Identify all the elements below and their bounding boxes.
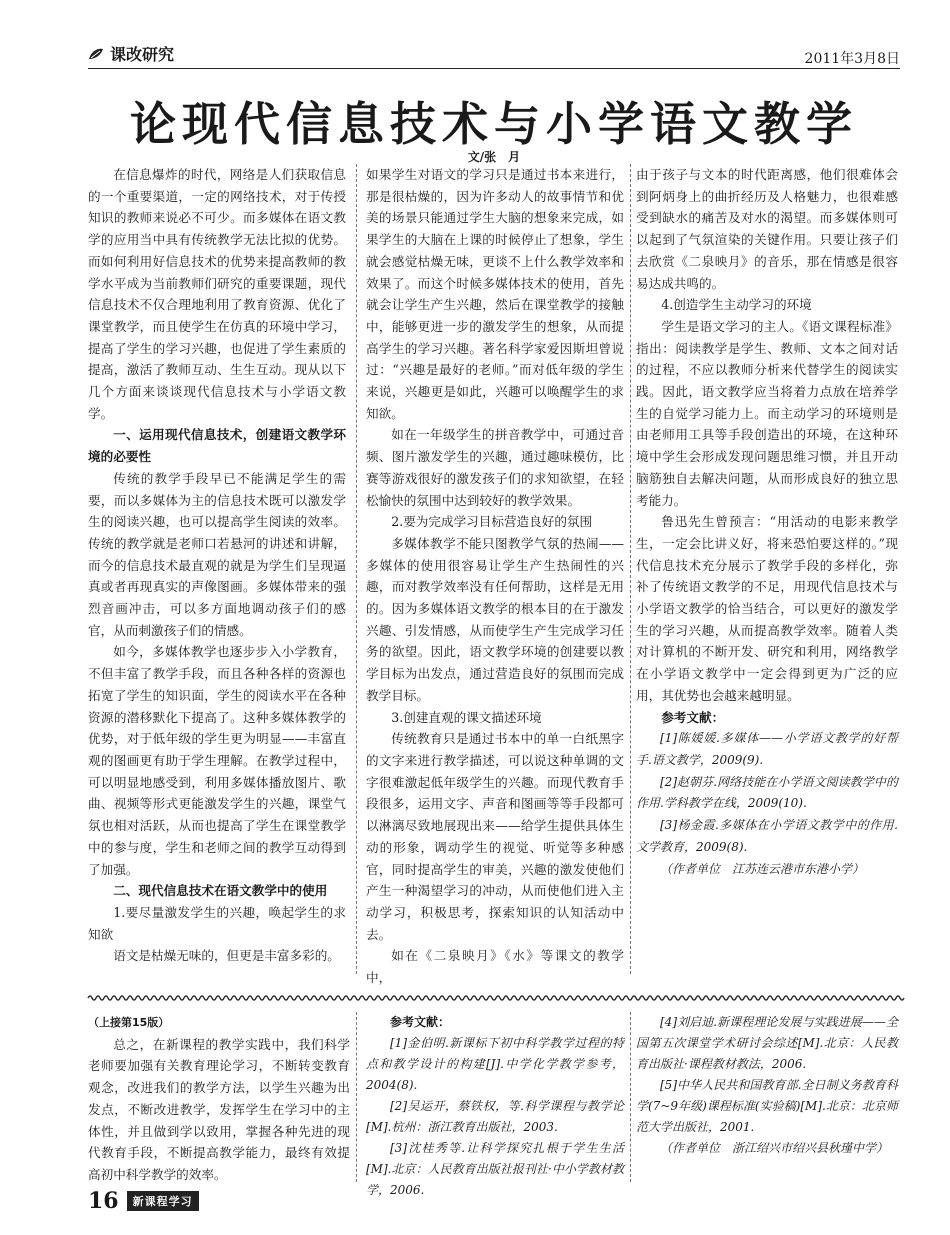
reference-item: [1]陈媛媛.多媒体——小学语文教学的好帮手.语文教学，2009(9). — [636, 731, 898, 767]
journal-name: 新课程学习 — [127, 1191, 199, 1211]
continued-column-3 — [636, 1012, 898, 1184]
column-divider — [356, 1012, 357, 1182]
reference-item: [5]中华人民共和国教育部.全日制义务教育科学(7~9年级)课程标准(实验稿)[M].北京：北京师范大学出版社，2001. — [636, 1078, 898, 1134]
paragraph: 由于孩子与文本的时代距离感，他们很难体会到阿炳身上的曲折经历及人格魅力，也很难感受到缺水的痛苦及对水的渴望。而多媒体则可以起到了气氛渲染的关键作用。只要让孩子们去欣赏《二泉映月》的音乐，那在情感是很容易达成共鸣的。 — [636, 167, 898, 291]
article-title: 论现代信息技术与小学语文教学 — [130, 97, 858, 151]
reference-item: [1]金伯明.新课标下初中科学教学过程的特点和教学设计的构建[J].中学化学教学参考，2004(8). — [366, 1036, 624, 1092]
column-3 — [636, 164, 898, 977]
paragraph: 多媒体教学不能只图教学气氛的热闹——多媒体的使用很容易让学生产生热闹性的兴趣，而对教学效率没有任何帮助，这样是无用的。因为多媒体语文教学的根本目的在于激发兴趣、引发情感，从而使学生产生完成学习任务的欲望。因此，语文教学环境的创建要以教学目标为出发点，通过营造良好的氛围而完成教学目标。 — [366, 535, 624, 703]
paragraph: 传统的教学手段早已不能满足学生的需要，而以多媒体为主的信息技术既可以激发学生的阅读兴趣，也可以提高学生阅读的效率。传统的教学就是老师口若悬河的讲述和讲解，而今的信息技术最直观的就是为学生们呈现逼真或者再现真实的声像图画。多媒体带来的强烈音画冲击，可以多方面地调动孩子们的感官，从而刺激孩子们的情感。 — [88, 470, 346, 638]
paragraph: 3.创建直观的课文描述环境 — [391, 709, 542, 725]
paragraph: 鲁迅先生曾预言：“用活动的电影来教学生，一定会比讲义好，将来恐怕要这样的。”现代信息技术充分展示了教学手段的多样化，弥补了传统语文教学的不足，用现代信息技术与小学语文教学的恰当结合，可以更好的激发学生的学习兴趣，从而提高教学效率。随着人类对计算机的不断开发、研究和利用，网络教学在小学语文教学中一定会得到更为广泛的应用，其优势也会越来越明显。 — [636, 514, 898, 703]
section-label — [88, 42, 174, 65]
continued-column-1 — [88, 1012, 350, 1184]
section-heading: 一、运用现代信息技术，创建语文教学环境的必要性 — [88, 427, 346, 465]
reference-item: [2]赵朝芬.网络技能在小学语文阅读教学中的作用.学科教学在线，2009(10). — [636, 774, 898, 811]
section-divider-wave — [88, 994, 900, 1002]
section-title: 课改研究 — [110, 45, 175, 64]
section-heading: 二、现代信息技术在语文教学中的使用 — [113, 883, 328, 899]
reference-item: [3]沈桂秀等.让科学探究扎根于学生生活[M].北京：人民教育出版社报刊社·中小学教材教学，2006. — [366, 1141, 624, 1197]
continued-column-2 — [366, 1012, 624, 1197]
column-divider — [630, 1012, 631, 1182]
references-heading: 参考文献： — [661, 709, 725, 725]
reference-item: （作者单位 浙江绍兴市绍兴县秋瑾中学） — [660, 1141, 889, 1155]
paragraph: 4.创造学生主动学习的环境 — [661, 297, 812, 313]
header-rule — [88, 68, 900, 69]
article-author: 文/张 月 — [467, 150, 521, 164]
paragraph: 语文是枯燥无味的，但更是丰富多彩的。 — [113, 948, 340, 964]
paragraph: 传统教育只是通过书本中的单一白纸黑字的文字来进行教学描述，可以说这种单调的文字很难激起低年级学生的兴趣。而现代教育手段很多，运用文字、声音和图画等等手段都可以淋漓尽致地展现出来——给学生提供具体生动的形象，调动学生的视觉、听觉等多种感官，同时提高学生的审美，兴趣的激发使他们产生一种渴望学习的冲动，从而使他们进入主动学习，积极思考，探索知识的认知活动中去。 — [366, 731, 624, 942]
paragraph: 1.要尽量激发学生的兴趣，唤起学生的求知欲 — [88, 904, 346, 942]
continued-label: （上接第15版） — [88, 1016, 170, 1029]
column-2 — [366, 164, 624, 986]
reference-item: [3]杨金霞.多媒体在小学语文教学中的作用.文学教育，2009(8). — [636, 818, 898, 854]
paragraph: 如今，多媒体教学也逐步步入小学教育，不但丰富了教学手段，而且各种各样的资源也拓宽了学生的知识面，学生的阅读水平在各种资源的潜移默化下提高了。这种多媒体教学的优势，对于低年级的学生更为明显——丰富直观的图画更有助于学生理解。在教学过程中，可以明显地感受到，利用多媒体播放图片、歌曲、视频等形式更能激发学生的兴趣，课堂气氛也相对活跃，从而也提高了学生在课堂教学中的参与度，学生和老师之间的教学互动得到了加强。 — [88, 644, 346, 877]
paragraph: 2.要为完成学习目标营造良好的氛围 — [391, 514, 593, 530]
column-1 — [88, 164, 346, 977]
continued-paragraph: 总之，在新课程的教学实践中，我们科学老师要加强有关教育理论学习，不断转变教育观念，改进我们的教学方法，以学生兴趣为出发点，不断改进教学，发挥学生在学习中的主体性，并且做到学以致用，掌握各种先进的现代教育手段，不断提高教学能力，最终有效提高初中科学教学的效率。 — [88, 1036, 350, 1182]
leaf-icon — [88, 47, 104, 61]
reference-item: [4]刘启迪.新课程理论发展与实践进展——全国第五次课堂学术研讨会综述[M].北京：人民教育出版社·课程教材教法，2006. — [636, 1015, 898, 1071]
paragraph: 学生是语文学习的主人。《语文课程标准》指出：阅读教学是学生、教师、文本之间对话的过程，不应以教师分析来代替学生的阅读实践。因此，语文教学应当将着力点放在培养学生的自觉学习能力上。而主动学习的环境则是由老师用工具等手段创造出的环境，在这种环境中学生会形成发现问题思维习惯，并且开动脑筋独自去解决问题，从而形成良好的独立思考能力。 — [636, 318, 898, 508]
column-divider — [630, 164, 631, 974]
reference-item: （作者单位 江苏连云港市东港小学） — [660, 861, 865, 876]
page-footer — [88, 1188, 288, 1214]
references-heading: 参考文献： — [390, 1015, 451, 1029]
paragraph: 在信息爆炸的时代，网络是人们获取信息的一个重要渠道，一定的网络技术，对于传授知识的教师来说必不可少。而多媒体在语文教学的应用当中具有传统教学无法比拟的优势。而如何利用好信息技术的优势来提高教师的教学水平成为当前教师们研究的重要课题，现代信息技术不仅合理地利用了教育资源、优化了课堂教学，而且使学生在仿真的环境中学习，提高了学生的学习兴趣，也促进了学生素质的提高，激活了教师互动、生生互动。现从以下几个方面来谈谈现代信息技术与小学语文教学。 — [88, 167, 346, 421]
column-divider — [356, 164, 357, 974]
page-number: 16 — [88, 1188, 119, 1214]
page-header — [88, 38, 900, 72]
paragraph: 如在《二泉映月》《水》等课文的教学中， — [366, 948, 624, 986]
paragraph: 如果学生对语文的学习只是通过书本来进行，那是很枯燥的，因为许多动人的故事情节和优美的场景只能通过学生大脑的想象来完成，如果学生的大脑在上课的时候停止了想象，学生就会感觉枯燥无味，更谈不上什么教学效率和效果了。而这个时候多媒体技术的使用，首先就会让学生产生兴趣，然后在课堂教学的接触中，能够更进一步的激发学生的想象，从而提高学生的学习兴趣。著名科学家爱因斯坦曾说过：“兴趣是最好的老师。”而对低年级的学生来说，兴趣更是如此，兴趣可以唤醒学生的求知欲。 — [366, 167, 624, 421]
reference-item: [2]吴运开，蔡铁权，等.科学课程与教学论[M].杭州：浙江教育出版社，2003. — [366, 1099, 624, 1134]
issue-date: 2011年3月8日 — [804, 51, 900, 67]
paragraph: 如在一年级学生的拼音教学中，可通过音频、图片激发学生的兴趣，通过趣味模仿，比赛等游戏很好的激发孩子们的求知欲望，在轻松愉快的氛围中达到较好的教学效果。 — [366, 427, 624, 508]
